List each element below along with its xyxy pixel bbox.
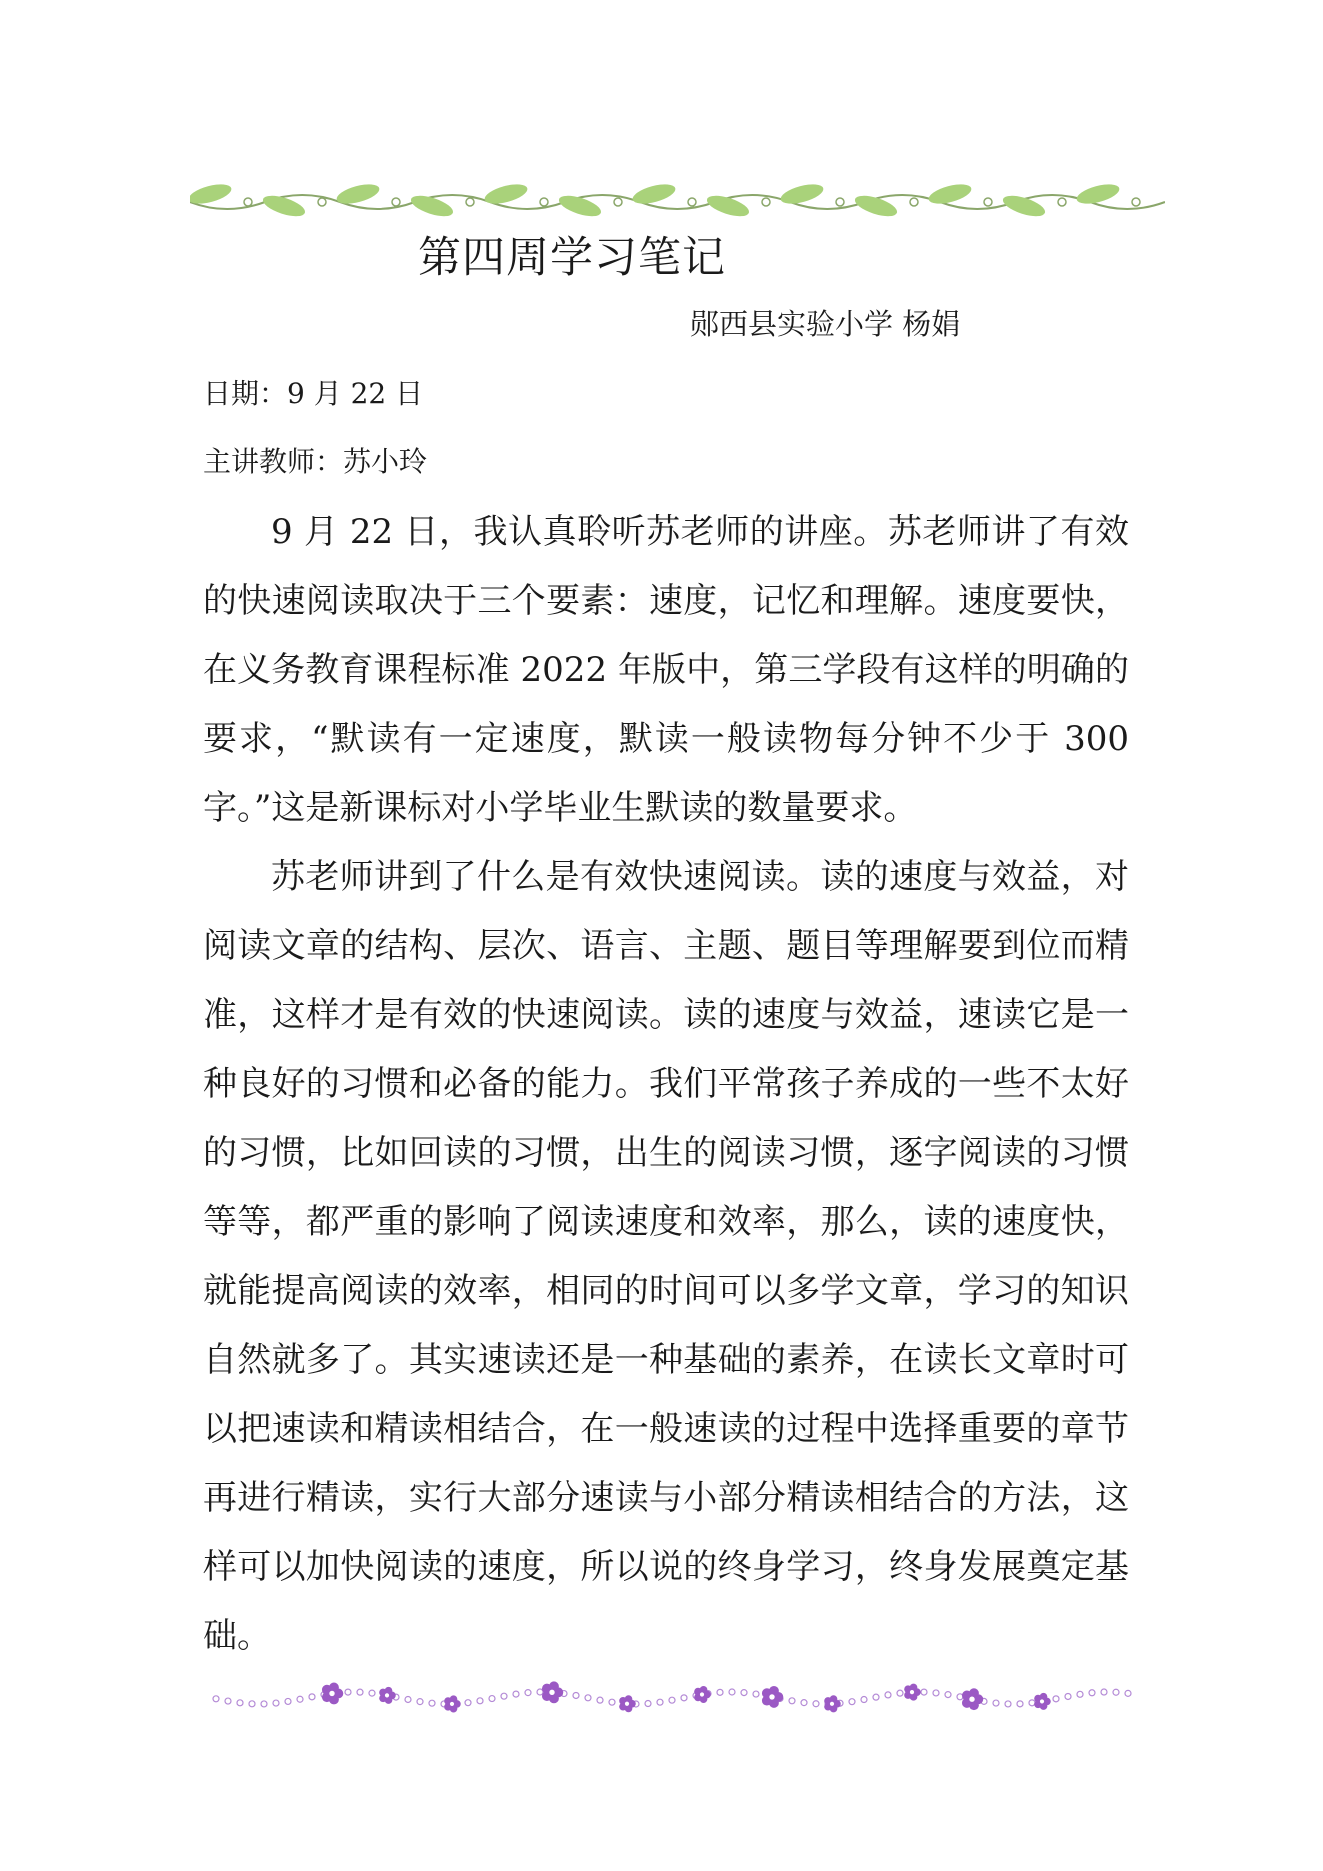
flower-dot bbox=[1113, 1689, 1119, 1695]
body-text bbox=[203, 498, 1129, 1671]
vine-curl bbox=[614, 198, 622, 206]
purple-flower bbox=[694, 1686, 711, 1703]
flower-dot bbox=[993, 1700, 999, 1706]
flower-dot bbox=[309, 1694, 315, 1700]
flower-dot bbox=[261, 1701, 267, 1707]
purple-flower bbox=[322, 1683, 343, 1705]
vine-leaf bbox=[779, 181, 826, 208]
flower-dot bbox=[813, 1701, 819, 1707]
flower-dot bbox=[1101, 1689, 1107, 1695]
vine-curl bbox=[318, 198, 326, 206]
flower-dot bbox=[597, 1697, 603, 1703]
flower-dot bbox=[573, 1692, 579, 1698]
purple-flower bbox=[444, 1695, 461, 1712]
purple-flower bbox=[1034, 1693, 1051, 1710]
vine-curl bbox=[688, 198, 696, 206]
flower-dot bbox=[921, 1689, 927, 1695]
vine-leaf bbox=[483, 181, 530, 208]
flower-dot bbox=[729, 1689, 735, 1695]
flower-dot bbox=[525, 1690, 531, 1696]
vine-curl bbox=[762, 198, 770, 206]
flower-dot bbox=[585, 1695, 591, 1701]
vine-curl bbox=[540, 198, 548, 206]
flower-dot bbox=[801, 1700, 807, 1706]
purple-flower bbox=[379, 1687, 396, 1704]
paragraph-2: 苏老师讲到了什么是有效快速阅读。读的速度与效益，对阅读文章的结构、层次、语言、主题、题目等理解要到位而精准，这样才是有效的快速阅读。读的速度与效益，速读它是一种良好的习惯和必备的能力。我们平常孩子养成的一些不太好的习惯，比如回读的习惯，出生的阅读习惯，逐字阅读的习惯等等，都严重的影响了阅读速度和效率，那么，读的速度快，就能提高阅读的效率，相同的时间可以多学文章，学习的知识自然就多了。其实速读还是一种基础的素养，在读长文章时可以把速读和精读相结合，在一般速读的过程中选择重要的章节再进行精读，实行大部分速读与小部分精读相结合的方法，这样可以加快阅读的速度，所以说的终身学习，终身发展奠定基础。 bbox=[203, 857, 1129, 1656]
flower-dot bbox=[345, 1689, 351, 1695]
flower-dot bbox=[1089, 1690, 1095, 1696]
vine-curl bbox=[984, 198, 992, 206]
flower-dot bbox=[1125, 1690, 1131, 1696]
flower-dot bbox=[225, 1698, 231, 1704]
green-vine-border bbox=[190, 176, 1165, 228]
flower-dot bbox=[213, 1696, 219, 1702]
flower-dot bbox=[1029, 1700, 1035, 1706]
flower-dot bbox=[513, 1691, 519, 1697]
flower-dot bbox=[897, 1690, 903, 1696]
flower-dot bbox=[273, 1700, 279, 1706]
purple-flower-border bbox=[212, 1676, 1140, 1720]
vine-leaf bbox=[927, 181, 974, 208]
flower-dot bbox=[537, 1689, 543, 1695]
vine-curl bbox=[466, 198, 474, 206]
paragraph-1: 9 月 22 日，我认真聆听苏老师的讲座。苏老师讲了有效的快速阅读取决于三个要素：速度，记忆和理解。速度要快，在义务教育课程标准 2022 年版中，第三学段有这样的明确的要求，“默读有一定速度，默读一般读物每分钟不少于 300 字。”这是新课标对小学毕业生默读的数量要求。 bbox=[203, 512, 1129, 828]
purple-flower bbox=[824, 1695, 841, 1712]
flower-dot bbox=[669, 1697, 675, 1703]
flower-dot bbox=[501, 1693, 507, 1699]
flower-dot bbox=[249, 1701, 255, 1707]
flower-dot bbox=[297, 1696, 303, 1702]
flower-dot bbox=[609, 1699, 615, 1705]
flower-dot bbox=[465, 1700, 471, 1706]
flower-dot bbox=[285, 1698, 291, 1704]
flower-dot bbox=[657, 1699, 663, 1705]
flower-dot bbox=[717, 1689, 723, 1695]
teacher-line: 主讲教师：苏小玲 bbox=[203, 445, 428, 478]
purple-flower bbox=[904, 1684, 921, 1701]
flower-dot bbox=[489, 1696, 495, 1702]
flower-dot bbox=[237, 1700, 243, 1706]
purple-flower bbox=[962, 1688, 983, 1710]
flower-dot bbox=[753, 1691, 759, 1697]
flower-dot bbox=[1005, 1701, 1011, 1707]
flower-dot bbox=[1065, 1693, 1071, 1699]
vine-curl bbox=[910, 198, 918, 206]
flower-dot bbox=[357, 1689, 363, 1695]
date-line: 日期：9 月 22 日 bbox=[203, 377, 424, 410]
flower-dot bbox=[1077, 1691, 1083, 1697]
vine-curl bbox=[392, 198, 400, 206]
flower-dot bbox=[933, 1690, 939, 1696]
document-title: 第四周学习笔记 bbox=[418, 233, 726, 283]
vine-leaf bbox=[631, 181, 678, 208]
purple-flower bbox=[762, 1686, 783, 1708]
vine-leaf bbox=[1075, 181, 1122, 208]
purple-flower bbox=[619, 1695, 636, 1712]
flower-dot bbox=[645, 1701, 651, 1707]
flower-dot bbox=[681, 1695, 687, 1701]
flower-dot bbox=[417, 1699, 423, 1705]
purple-flower bbox=[542, 1681, 563, 1703]
flower-dot bbox=[885, 1692, 891, 1698]
flower-dot bbox=[861, 1697, 867, 1703]
flower-dot bbox=[1017, 1701, 1023, 1707]
author-line: 郧西县实验小学 杨娟 bbox=[690, 307, 961, 341]
flower-dot bbox=[429, 1700, 435, 1706]
vine-curl bbox=[1058, 198, 1066, 206]
vine-curl bbox=[1132, 198, 1140, 206]
vine-leaf bbox=[190, 181, 233, 208]
flower-dot bbox=[849, 1699, 855, 1705]
flower-dot bbox=[741, 1690, 747, 1696]
flower-dot bbox=[405, 1696, 411, 1702]
flower-dot bbox=[369, 1690, 375, 1696]
flower-dot bbox=[789, 1698, 795, 1704]
vine-curl bbox=[836, 198, 844, 206]
vine-curl bbox=[244, 198, 252, 206]
flower-dot bbox=[1053, 1696, 1059, 1702]
flower-dot bbox=[873, 1694, 879, 1700]
flower-dot bbox=[945, 1692, 951, 1698]
flower-dot bbox=[477, 1698, 483, 1704]
